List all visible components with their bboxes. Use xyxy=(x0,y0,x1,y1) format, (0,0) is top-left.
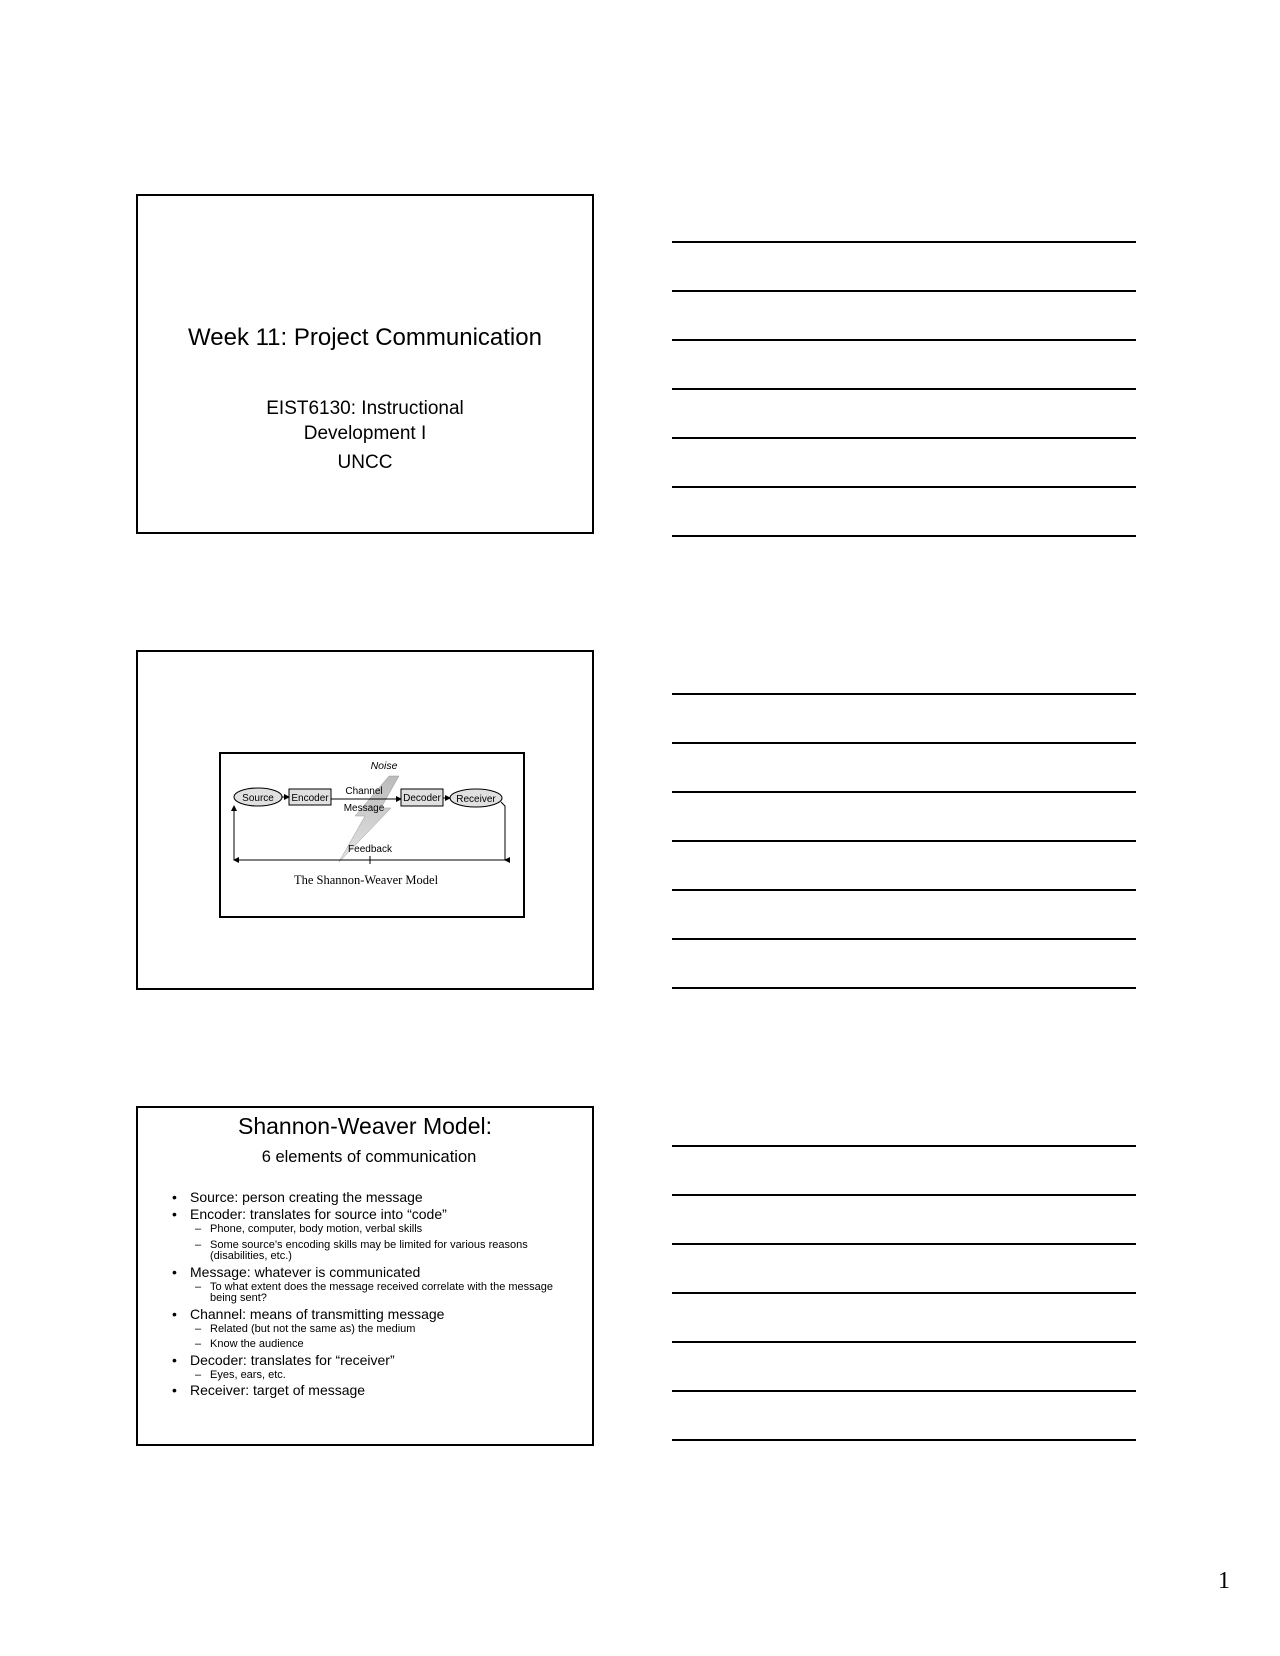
note-line xyxy=(672,1292,1136,1294)
noise-label: Noise xyxy=(370,760,398,772)
note-line xyxy=(672,987,1136,989)
note-line xyxy=(672,1341,1136,1343)
note-line xyxy=(672,290,1136,292)
note-line xyxy=(672,889,1136,891)
note-line xyxy=(672,241,1136,243)
sub-list-item: – Some source’s encoding skills may be limited for various reasons (disabilities, etc.) xyxy=(190,1240,582,1263)
course-code: EIST6130: Instructional xyxy=(266,398,464,419)
list-item: • Encoder: translates for source into “code” – Phone, computer, body motion, verbal skills – Some source’s encoding skills may be limited for various reasons (disabilities, etc.) xyxy=(170,1206,582,1263)
course-name: Development I xyxy=(303,423,427,444)
note-line xyxy=(672,1243,1136,1245)
source-label: Source xyxy=(242,793,274,804)
slide-3 xyxy=(136,1106,594,1446)
sub-list-item: – Eyes, ears, etc. xyxy=(190,1370,582,1382)
note-line xyxy=(672,938,1136,940)
encoder-label: Encoder xyxy=(291,793,329,804)
note-line xyxy=(672,535,1136,537)
message-label: Message xyxy=(343,803,385,814)
note-line xyxy=(672,339,1136,341)
note-line xyxy=(672,693,1136,695)
sub-list-item: – To what extent does the message received correlate with the message being sent? xyxy=(190,1282,582,1305)
list-item: • Receiver: target of message xyxy=(170,1382,582,1399)
list-item: • Channel: means of transmitting message – Related (but not the same as) the medium – Know the audience xyxy=(170,1306,582,1351)
note-line xyxy=(672,840,1136,842)
university-name: UNCC xyxy=(337,452,393,473)
feedback-label: Feedback xyxy=(348,844,392,855)
slide-1 xyxy=(136,194,594,534)
note-line xyxy=(672,437,1136,439)
slide-3-subtitle: 6 elements of communication xyxy=(261,1148,477,1166)
slide-2 xyxy=(136,650,594,990)
note-line xyxy=(672,486,1136,488)
diagram-svg xyxy=(221,754,527,920)
note-line xyxy=(672,1390,1136,1392)
note-line xyxy=(672,1194,1136,1196)
elements-list xyxy=(170,1189,582,1399)
note-line xyxy=(672,388,1136,390)
shannon-weaver-diagram xyxy=(219,752,525,918)
list-item: • Message: whatever is communicated – To what extent does the message received correlate with the message being sent? xyxy=(170,1264,582,1305)
list-item: • Source: person creating the message xyxy=(170,1189,582,1206)
page-number: 1 xyxy=(1218,1568,1230,1594)
decoder-label: Decoder xyxy=(403,793,441,804)
channel-label: Channel xyxy=(345,786,383,797)
note-line xyxy=(672,1439,1136,1441)
sub-list-item: – Know the audience xyxy=(190,1339,582,1351)
sub-list-item: – Phone, computer, body motion, verbal skills xyxy=(190,1224,582,1236)
note-line xyxy=(672,1145,1136,1147)
feedback-loop xyxy=(501,802,505,860)
receiver-label: Receiver xyxy=(456,794,496,805)
sub-list-item: – Related (but not the same as) the medium xyxy=(190,1324,582,1336)
slide-1-title: Week 11: Project Communication xyxy=(188,324,542,351)
note-line xyxy=(672,791,1136,793)
note-line xyxy=(672,742,1136,744)
slide-3-title: Shannon-Weaver Model: xyxy=(238,1113,492,1139)
list-item: • Decoder: translates for “receiver” – Eyes, ears, etc. xyxy=(170,1352,582,1382)
diagram-caption: The Shannon-Weaver Model xyxy=(293,873,439,887)
slide-1-subtitle xyxy=(138,396,592,475)
